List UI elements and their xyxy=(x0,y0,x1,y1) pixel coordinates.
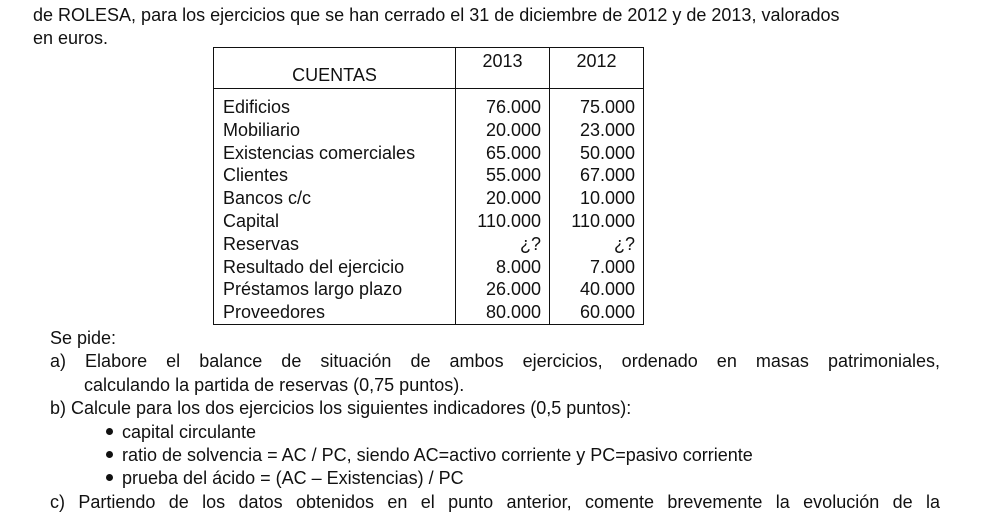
value-2013-cell: 65.000 xyxy=(456,142,550,165)
intro-paragraph xyxy=(33,4,963,50)
value-2012-cell: 67.000 xyxy=(550,164,644,187)
table-row xyxy=(214,210,644,233)
table-row xyxy=(214,142,644,165)
value-2012-cell: ¿? xyxy=(550,233,644,256)
value-2012-cell: 50.000 xyxy=(550,142,644,165)
tasks-heading: Se pide: xyxy=(50,328,117,348)
value-2012-cell: 40.000 xyxy=(550,278,644,301)
account-name-cell: Proveedores xyxy=(214,301,456,324)
account-name-cell: Reservas xyxy=(214,233,456,256)
value-2012-cell: 75.000 xyxy=(550,89,644,119)
table-row xyxy=(214,187,644,210)
accounts-table xyxy=(213,47,644,325)
table-row xyxy=(214,278,644,301)
table-row xyxy=(214,233,644,256)
table-row xyxy=(214,164,644,187)
task-b-line-1: b) Calcule para los dos ejercicios los siguientes indicadores (0,5 puntos): xyxy=(50,398,632,419)
bullet-icon xyxy=(106,428,113,435)
bullet-icon xyxy=(106,474,113,481)
value-2012-cell: 23.000 xyxy=(550,119,644,142)
indicator-list xyxy=(50,421,940,491)
value-2013-cell: 76.000 xyxy=(456,89,550,119)
list-item xyxy=(106,467,940,490)
value-2012-cell: 60.000 xyxy=(550,301,644,324)
indicator-text: ratio de solvencia = AC / PC, siendo AC=activo corriente y PC=pasivo corriente xyxy=(122,445,753,466)
value-2012-cell: 10.000 xyxy=(550,187,644,210)
account-name-cell: Mobiliario xyxy=(214,119,456,142)
account-name-cell: Clientes xyxy=(214,164,456,187)
value-2013-cell: 110.000 xyxy=(456,210,550,233)
header-cuentas: CUENTAS xyxy=(214,48,456,89)
value-2013-cell: 26.000 xyxy=(456,278,550,301)
value-2013-cell: 80.000 xyxy=(456,301,550,324)
list-item xyxy=(106,444,940,467)
task-a-line-1: a) Elabore el balance de situación de ambos ejercicios, ordenado en masas patrimoniales, xyxy=(50,351,940,372)
value-2013-cell: 20.000 xyxy=(456,187,550,210)
table-row xyxy=(214,119,644,142)
intro-line-1: de ROLESA, para los ejercicios que se han cerrado el 31 de diciembre de 2012 y de 2013, valorados xyxy=(33,5,840,25)
account-name-cell: Préstamos largo plazo xyxy=(214,278,456,301)
bullet-icon xyxy=(106,451,113,458)
table-row xyxy=(214,256,644,279)
account-name-cell: Bancos c/c xyxy=(214,187,456,210)
table-row xyxy=(214,301,644,324)
account-name-cell: Edificios xyxy=(214,89,456,119)
value-2013-cell: 55.000 xyxy=(456,164,550,187)
account-name-cell: Resultado del ejercicio xyxy=(214,256,456,279)
value-2012-cell: 110.000 xyxy=(550,210,644,233)
table-body xyxy=(214,89,644,325)
value-2013-cell: ¿? xyxy=(456,233,550,256)
account-name-cell: Capital xyxy=(214,210,456,233)
indicator-text: prueba del ácido = (AC – Existencias) / PC xyxy=(122,468,464,489)
list-item xyxy=(106,421,940,444)
value-2012-cell: 7.000 xyxy=(550,256,644,279)
task-c-line-1: c) Partiendo de los datos obtenidos en el punto anterior, comente brevemente la evolución de la xyxy=(50,491,940,512)
header-year-2013: 2013 xyxy=(456,48,550,89)
tasks-section xyxy=(50,327,940,514)
indicator-text: capital circulante xyxy=(122,421,257,442)
intro-line-2: en euros. xyxy=(33,28,109,48)
value-2013-cell: 8.000 xyxy=(456,256,550,279)
header-year-2012: 2012 xyxy=(550,48,644,89)
table-row xyxy=(214,89,644,119)
table-header-row xyxy=(214,48,644,89)
value-2013-cell: 20.000 xyxy=(456,119,550,142)
task-a-line-2: calculando la partida de reservas (0,75 puntos). xyxy=(84,374,465,395)
account-name-cell: Existencias comerciales xyxy=(214,142,456,165)
